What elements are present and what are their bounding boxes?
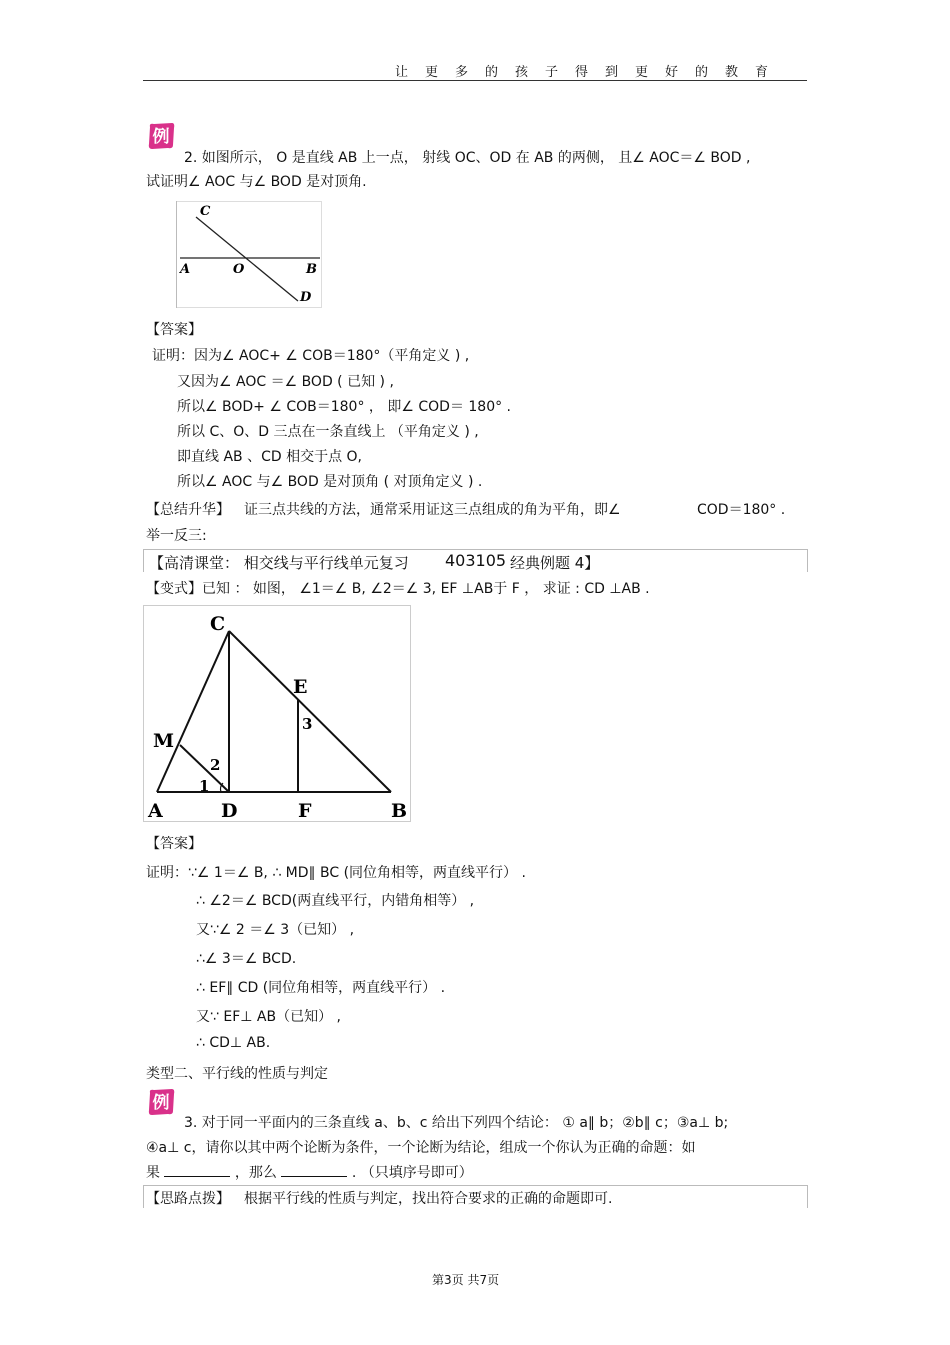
ex2-proof-line4: 所以 C、O、D 三点在一条直线上 （平角定义 ) ,	[177, 424, 479, 440]
header-slogan: 让更多的孩子得到更好的教育	[395, 65, 786, 80]
label-b: B	[391, 800, 408, 822]
label-m: M	[153, 730, 175, 752]
variant-proof-line3: 又∵∠ 2 ＝∠ 3（已知） ,	[196, 922, 355, 938]
label-b: B	[306, 262, 317, 277]
variant-proof-line2: ∴ ∠2＝∠ BCD(两直线平行，内错角相等） ,	[196, 893, 475, 909]
ex2-proof-line2: 又因为∠ AOC ＝∠ BOD ( 已知 ) ,	[177, 374, 394, 390]
ex2-question-line2: 试证明∠ AOC 与∠ BOD 是对顶角.	[146, 174, 367, 190]
label-o: O	[233, 262, 245, 277]
ex2-proof-line6: 所以∠ AOC 与∠ BOD 是对顶角 ( 对顶角定义 ) .	[177, 474, 483, 490]
variant-proof-line1: 证明：∵∠ 1＝∠ B, ∴ MD∥ BC (同位角相等，两直线平行） .	[146, 865, 526, 881]
ex3-question-line2: ④a⊥ c，请你以其中两个论断为条件，一个论断为结论，组成一个你认为正确的命题：如	[146, 1140, 696, 1156]
course-rest: 经典例题 4】	[510, 554, 600, 572]
badge-char: 例	[152, 127, 170, 147]
variant-proof-line7: ∴ CD⊥ AB.	[196, 1035, 271, 1051]
course-title: 【高清课堂： 相交线与平行线单元复习	[149, 554, 409, 572]
ex2-figure	[176, 201, 322, 308]
answer-blank-condition[interactable]	[164, 1164, 230, 1177]
summary-text: 证三点共线的方法，通常采用证这三点组成的角为平角，即∠	[244, 502, 621, 518]
label-angle-1: 1	[199, 777, 210, 795]
ex2-answer-title: 【答案】	[146, 322, 202, 338]
label-a: A	[180, 262, 191, 277]
label-d: D	[300, 290, 312, 305]
badge-char: 例	[152, 1093, 170, 1113]
answer-blank-conclusion[interactable]	[281, 1164, 347, 1177]
header-divider	[143, 80, 807, 81]
hint-text: 根据平行线的性质与判定，找出符合要求的正确的命题即可.	[244, 1191, 613, 1207]
variant-proof-line6: 又∵ EF⊥ AB（已知） ,	[196, 1009, 341, 1025]
hint-label: 【思路点拨】	[146, 1191, 230, 1207]
course-code: 403105	[445, 551, 507, 570]
ex3-text-ru: 果	[146, 1165, 160, 1181]
label-d: D	[221, 800, 238, 822]
variant-figure	[143, 605, 411, 822]
variant-proof-line5: ∴ EF∥ CD (同位角相等，两直线平行） .	[196, 980, 446, 996]
label-f: F	[298, 800, 312, 822]
variant-answer-title: 【答案】	[146, 836, 202, 852]
label-a: A	[148, 800, 163, 822]
ex3-question-line1: 3. 对于同一平面内的三条直线 a、b、c 给出下列四个结论： ① a∥ b；②b∥ c；③a⊥ b;	[184, 1115, 729, 1131]
label-angle-2: 2	[210, 756, 221, 774]
ex2-proof-line3: 所以∠ BOD+ ∠ COB＝180° ， 即∠ COD＝ 180° .	[177, 399, 512, 415]
example-badge-icon	[146, 1087, 176, 1117]
practice-heading: 举一反三:	[146, 528, 207, 544]
ex2-question-line1: 2. 如图所示， O 是直线 AB 上一点， 射线 OC、OD 在 AB 的两侧， 且∠ AOC＝∠ BOD ,	[184, 150, 751, 166]
example-badge-icon	[146, 121, 176, 151]
ex3-text-name: ，那么	[234, 1165, 277, 1181]
type2-heading: 类型二、平行线的性质与判定	[146, 1066, 328, 1082]
ex3-question-line3	[146, 1162, 473, 1182]
variant-proof-line4: ∴∠ 3＝∠ BCD.	[196, 951, 297, 967]
label-e: E	[293, 676, 308, 698]
variant-statement: 【变式】已知 ： 如图， ∠1＝∠ B, ∠2＝∠ 3, EF ⊥AB于 F ， 求证 : CD ⊥AB .	[146, 581, 650, 597]
page-number: 第3页 共7页	[432, 1273, 500, 1287]
label-c: C	[210, 613, 226, 635]
label-angle-3: 3	[302, 715, 313, 733]
ex2-proof-line1: 证明：因为∠ AOC+ ∠ COB＝180°（平角定义 ) ,	[152, 348, 470, 364]
summary-tail: COD＝180° .	[697, 502, 786, 518]
ex3-text-tail: . （只填序号即可）	[351, 1165, 473, 1181]
label-c: C	[200, 204, 211, 219]
ex2-proof-line5: 即直线 AB 、CD 相交于点 O,	[177, 449, 363, 465]
summary-label: 【总结升华】	[146, 502, 230, 518]
